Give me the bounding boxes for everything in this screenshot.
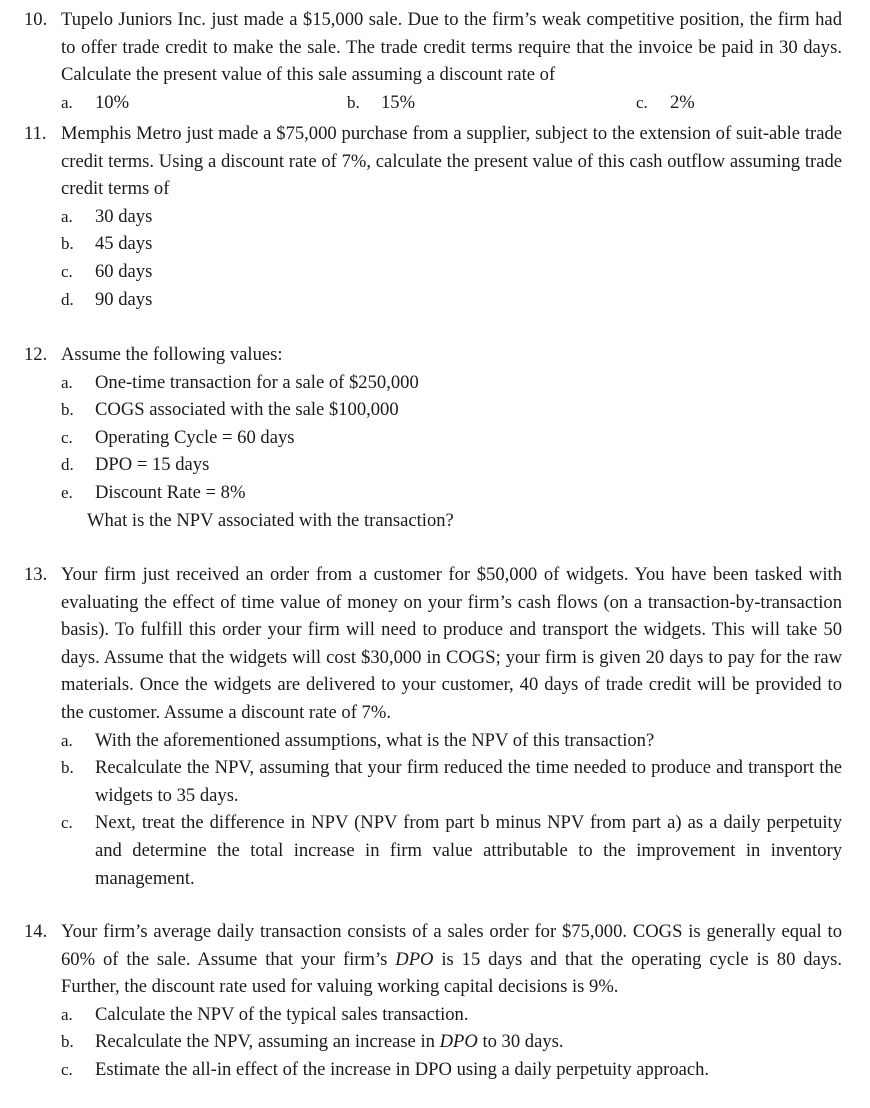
choice-item — [61, 479, 842, 507]
choice-text: Recalculate the NPV, assuming that your firm reduced the time needed to produce and transport the widgets to 35 days. — [95, 757, 842, 806]
choice-list — [61, 1001, 842, 1084]
choice-item — [347, 89, 415, 117]
choice-item — [61, 396, 842, 424]
problem-text: Your firm’s average daily transaction consists of a sales order for $75,000. COGS is generally equal to 60% of the sale. Assume that your firm’s DPO is 15 days and that the operating cycle is 80 days. Further, the discount rate used for valuing working capital decisions is 9%. — [61, 921, 842, 998]
choice-item — [61, 1056, 842, 1084]
choice-label: c. — [61, 813, 73, 833]
choice-label: b. — [61, 234, 74, 254]
choice-item — [61, 369, 842, 397]
choice-label: c. — [636, 92, 648, 112]
choice-label: b. — [61, 1032, 74, 1052]
choice-label: a. — [61, 92, 73, 112]
choice-text: Next, treat the difference in NPV (NPV from part b minus NPV from part a) as a daily perpetuity and determine the total increase in firm value attributable to the improvement in inventory management. — [95, 812, 842, 889]
choice-item — [61, 754, 842, 809]
choice-text: COGS associated with the sale $100,000 — [95, 399, 399, 421]
dpo-term: DPO — [439, 1031, 478, 1053]
problem-10 — [24, 6, 842, 116]
choice-item — [61, 809, 842, 892]
dpo-term: DPO — [395, 948, 434, 970]
problem-number: 14. — [24, 921, 48, 942]
problem-number: 13. — [24, 564, 48, 585]
choice-text: 45 days — [95, 233, 153, 255]
choice-text: DPO = 15 days — [95, 454, 210, 476]
choice-item — [61, 89, 129, 117]
choice-text: Calculate the NPV of the typical sales transaction. — [95, 1003, 469, 1025]
choice-list — [61, 727, 842, 893]
choice-item — [61, 286, 842, 314]
choice-item — [61, 203, 842, 231]
choice-label: a. — [61, 730, 73, 750]
choice-text: 60 days — [95, 260, 153, 282]
problem-number: 10. — [24, 9, 48, 30]
choice-text: 30 days — [95, 205, 153, 227]
choice-label: d. — [61, 455, 74, 475]
choice-label: e. — [61, 482, 73, 502]
problem-13 — [24, 561, 842, 892]
choice-item — [61, 727, 842, 755]
problem-11 — [24, 120, 842, 313]
choice-item — [61, 1028, 842, 1056]
choice-label: c. — [61, 427, 73, 447]
choice-item — [636, 89, 695, 117]
problem-number: 11. — [24, 123, 47, 144]
choice-list — [61, 369, 842, 507]
choice-label: a. — [61, 206, 73, 226]
choice-text: 2% — [670, 91, 695, 113]
choice-label: b. — [347, 92, 360, 112]
problem-text: Assume the following values: — [61, 344, 283, 365]
choice-text: With the aforementioned assumptions, what is the NPV of this transaction? — [95, 729, 655, 751]
followup-question: What is the NPV associated with the transaction? — [87, 509, 454, 531]
choice-item — [61, 230, 842, 258]
choice-label: b. — [61, 758, 74, 778]
problem-number: 12. — [24, 344, 48, 365]
choice-list — [61, 203, 842, 313]
problem-14 — [24, 918, 842, 1084]
choice-item — [61, 451, 842, 479]
choice-text: Discount Rate = 8% — [95, 481, 246, 503]
choice-label: c. — [61, 261, 73, 281]
choice-label: c. — [61, 1059, 73, 1079]
problem-text: Your firm just received an order from a customer for $50,000 of widgets. You have been tasked with evaluating the effect of time value of money on your firm’s cash flows (on a transaction-by-transaction basis). To fulfill this order your firm will need to produce and transport the widgets. This will take 50 days. Assume that the widgets will cost $30,000 in COGS; your firm is given 20 days to pay for the raw materials. Once the widgets are delivered to your customer, 40 days of trade credit will be provided to the customer. Assume a discount rate of 7%. — [61, 564, 842, 723]
problem-text: Memphis Metro just made a $75,000 purchase from a supplier, subject to the extension of suit-able trade credit terms. Using a discount rate of 7%, calculate the present value of this cash outflow assuming trade credit terms of — [61, 123, 842, 200]
choice-item — [61, 258, 842, 286]
choice-text: Recalculate the NPV, assuming an increase in DPO to 30 days. — [95, 1031, 564, 1053]
choice-item — [61, 424, 842, 452]
choice-row — [61, 89, 842, 117]
choice-text: 10% — [95, 91, 130, 113]
choice-text: Operating Cycle = 60 days — [95, 426, 295, 448]
choice-text: One-time transaction for a sale of $250,000 — [95, 371, 419, 393]
choice-text: 15% — [381, 91, 416, 113]
choice-label: b. — [61, 400, 74, 420]
choice-label: d. — [61, 289, 74, 309]
choice-label: a. — [61, 372, 73, 392]
problem-12 — [24, 341, 842, 534]
problem-text: Tupelo Juniors Inc. just made a $15,000 sale. Due to the firm’s weak competitive position, the firm had to offer trade credit to make the sale. The trade credit terms require that the invoice be paid in 30 days. Calculate the present value of this sale assuming a discount rate of — [61, 9, 842, 86]
choice-text: Estimate the all-in effect of the increase in DPO using a daily perpetuity approach. — [95, 1058, 710, 1080]
choice-label: a. — [61, 1004, 73, 1024]
choice-text: 90 days — [95, 288, 153, 310]
choice-item — [61, 1001, 842, 1029]
